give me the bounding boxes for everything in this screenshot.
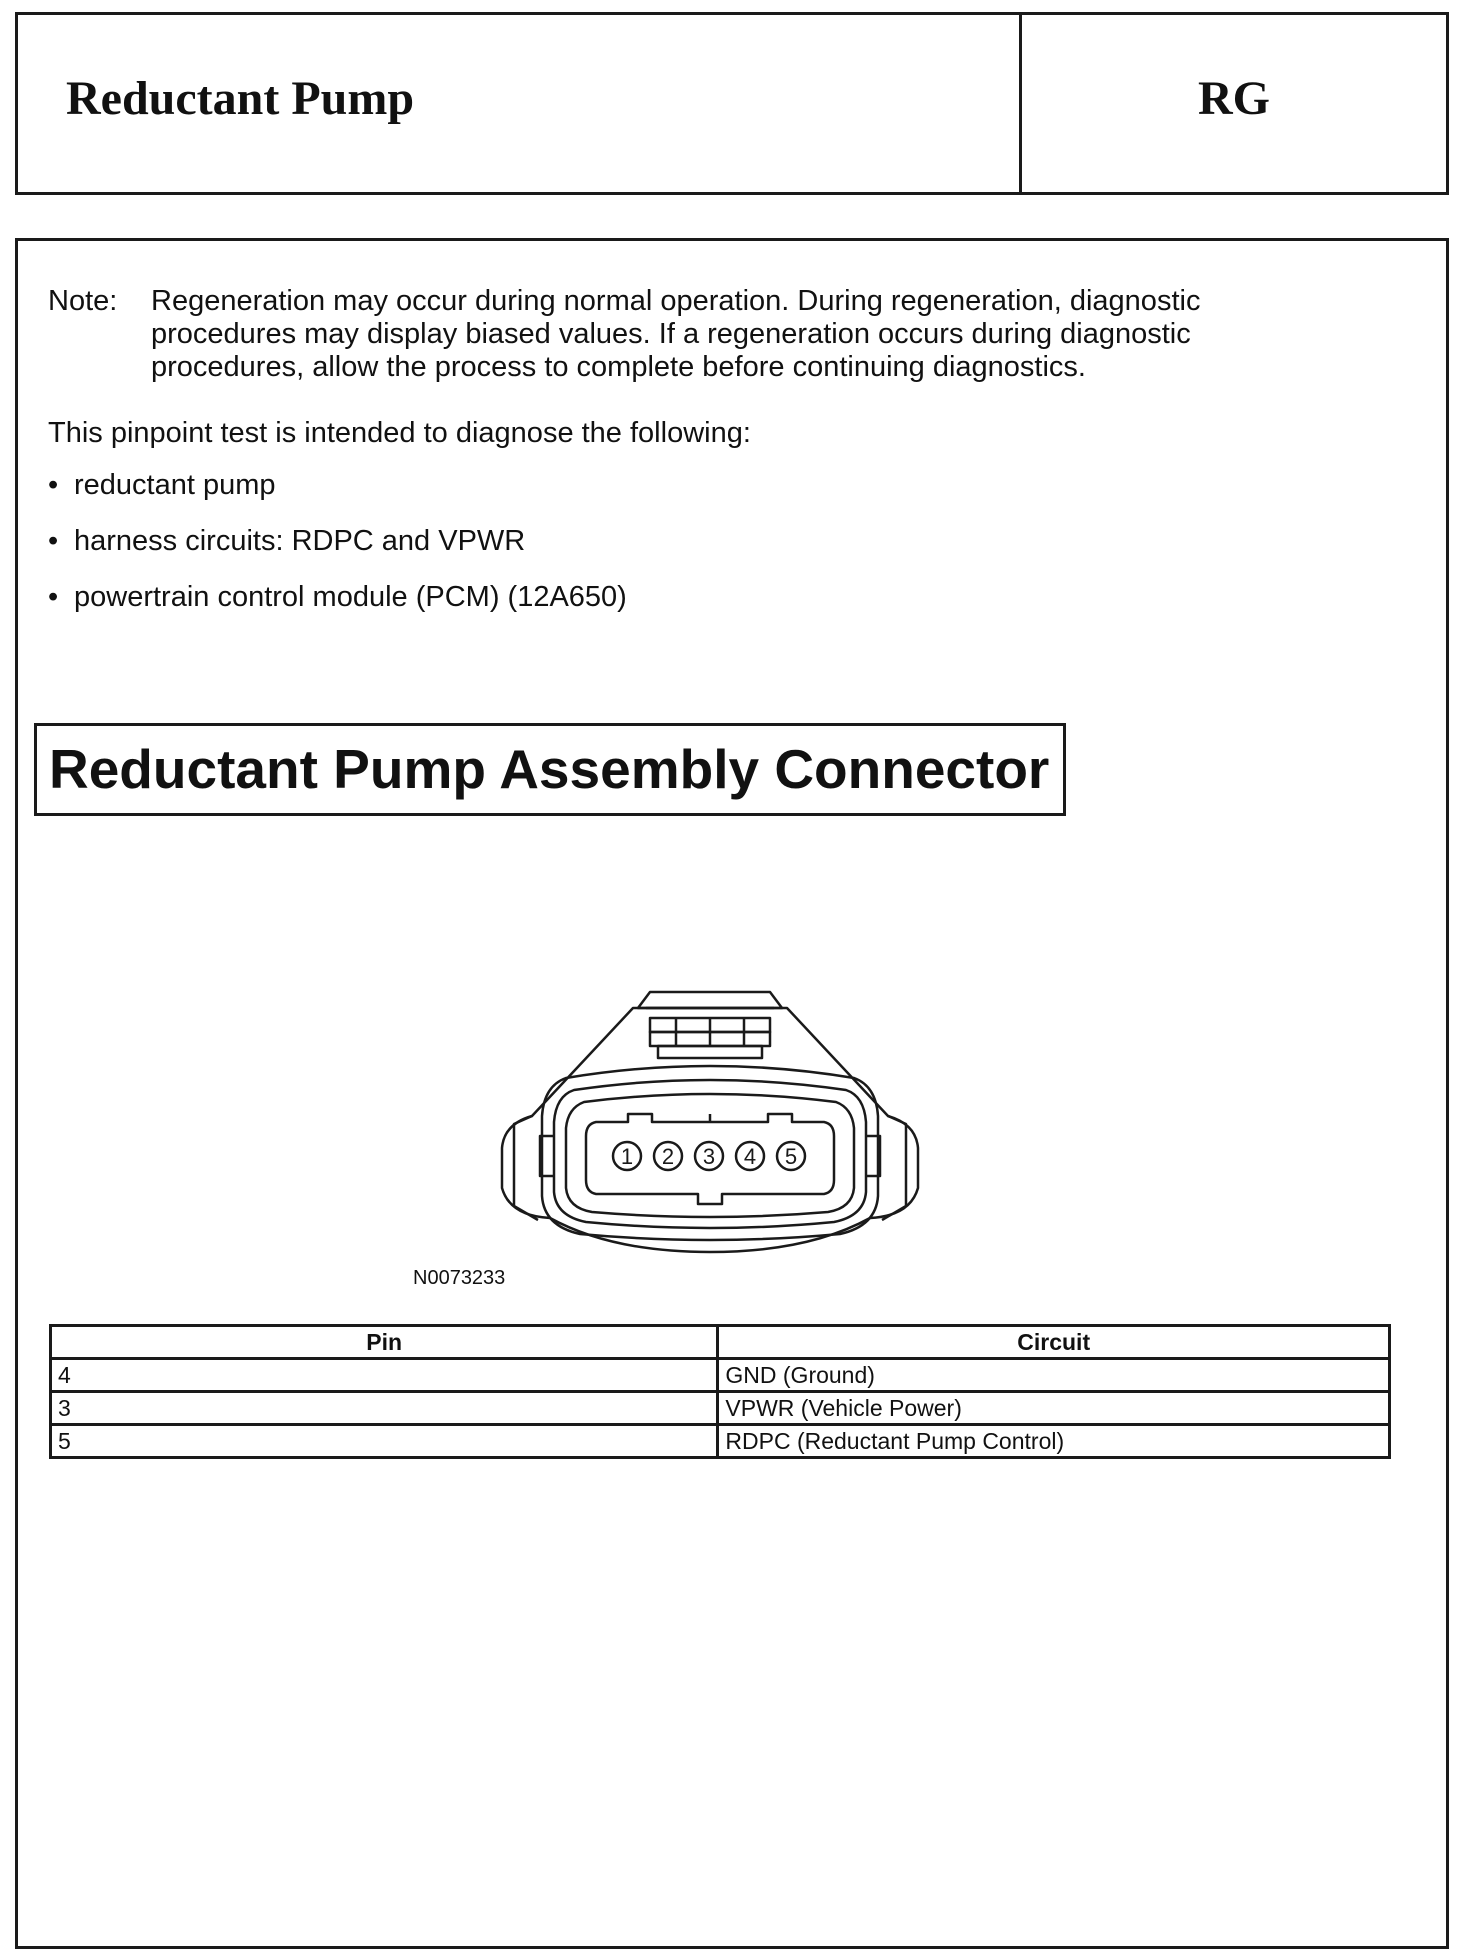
pin-circuit-table bbox=[49, 1324, 1391, 1459]
content-panel bbox=[15, 238, 1449, 1949]
pin-label: 1 bbox=[620, 1144, 634, 1169]
list-item-text: powertrain control module (PCM) (12A650) bbox=[74, 581, 627, 613]
connector-ear-right bbox=[882, 1116, 906, 1220]
page-header bbox=[15, 12, 1449, 195]
pin-label: 2 bbox=[661, 1144, 675, 1169]
circuit-cell: VPWR (Vehicle Power) bbox=[718, 1392, 1390, 1425]
diagnosis-list bbox=[48, 469, 627, 637]
page-title: Reductant Pump bbox=[66, 72, 415, 125]
note-block bbox=[48, 285, 1378, 384]
column-header-circuit: Circuit bbox=[718, 1326, 1390, 1359]
list-item-text: reductant pump bbox=[74, 469, 276, 501]
note-text: Regeneration may occur during normal operation. During regeneration, diagnostic procedures may display biased values. If a regeneration occurs during diagnostic procedures, allow the process to complete before continuing diagnostics. bbox=[151, 285, 1201, 383]
figure-id: N0073233 bbox=[413, 1267, 506, 1289]
list-item: • reductant pump bbox=[48, 469, 276, 501]
pin-label: 4 bbox=[743, 1144, 757, 1169]
circuit-cell: GND (Ground) bbox=[718, 1359, 1390, 1392]
table-header-row bbox=[51, 1326, 1390, 1359]
connector-latch bbox=[638, 992, 782, 1058]
table-row bbox=[51, 1425, 1390, 1458]
intro-text: This pinpoint test is intended to diagnose the following: bbox=[48, 417, 751, 449]
connector-diagram bbox=[478, 926, 1018, 1266]
table-row bbox=[51, 1392, 1390, 1425]
table-row bbox=[51, 1359, 1390, 1392]
connector-ear-left bbox=[514, 1116, 538, 1220]
column-header-pin: Pin bbox=[51, 1326, 718, 1359]
circuit-cell: RDPC (Reductant Pump Control) bbox=[718, 1425, 1390, 1458]
pin-label: 3 bbox=[702, 1144, 716, 1169]
note-label: Note: bbox=[48, 285, 118, 317]
list-item: • powertrain control module (PCM) (12A650) bbox=[48, 581, 627, 613]
pin-cell: 5 bbox=[51, 1425, 718, 1458]
pin-cell: 4 bbox=[51, 1359, 718, 1392]
list-item: • harness circuits: RDPC and VPWR bbox=[48, 525, 526, 557]
pin-label: 5 bbox=[784, 1144, 798, 1169]
connector-section-title: Reductant Pump Assembly Connector bbox=[34, 723, 1066, 816]
list-item-text: harness circuits: RDPC and VPWR bbox=[74, 525, 526, 557]
section-code: RG bbox=[1198, 72, 1270, 125]
pin-cell: 3 bbox=[51, 1392, 718, 1425]
